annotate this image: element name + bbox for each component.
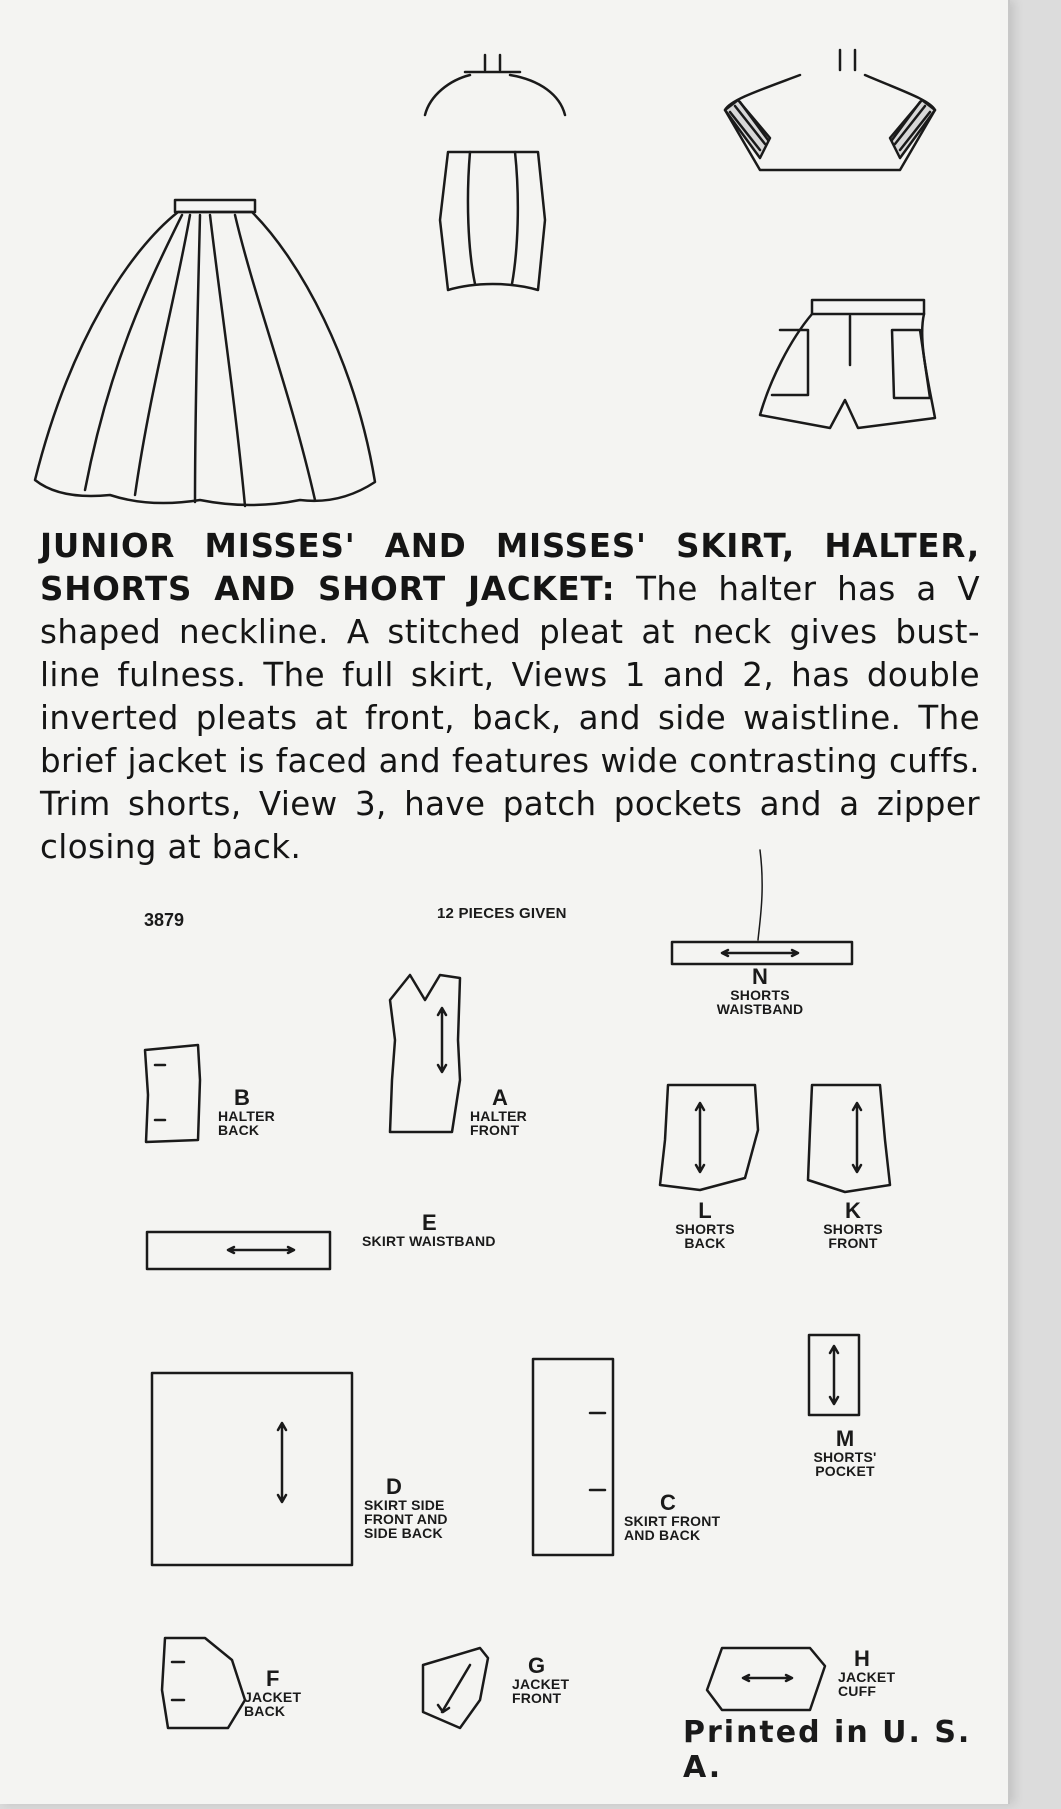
piece-k-label: K SHORTS FRONT: [823, 1198, 883, 1251]
jacket-drawing: [725, 50, 935, 170]
piece-m-outline: [809, 1335, 859, 1415]
full-skirt-drawing: [35, 200, 375, 506]
piece-b-label: B HALTER BACK: [218, 1085, 275, 1138]
piece-m-label: M SHORTS' POCKET: [813, 1426, 877, 1479]
piece-g-outline: [423, 1648, 488, 1728]
piece-k-outline: [808, 1085, 890, 1192]
piece-f-label: F JACKET BACK: [244, 1666, 302, 1719]
piece-c-outline: [533, 1359, 613, 1555]
shorts-drawing: [760, 300, 935, 428]
description-heading: JUNIOR MISSES' AND MISSES' SKIRT, HALTER, SHORTS AND SHORT JACKET:: [40, 527, 980, 608]
piece-d-label: D SKIRT SIDE FRONT AND SIDE BACK: [364, 1474, 448, 1541]
pieces-given-label: 12 PIECES GIVEN: [437, 905, 567, 922]
piece-n-label: N SHORTS WAISTBAND: [716, 964, 804, 1017]
piece-l-label: L SHORTS BACK: [675, 1198, 735, 1251]
piece-h-outline: [707, 1648, 825, 1710]
piece-f-outline: [162, 1638, 245, 1728]
piece-a-label: A HALTER FRONT: [470, 1085, 527, 1138]
piece-e-label: E SKIRT WAISTBAND: [362, 1210, 496, 1249]
pattern-description: [40, 525, 980, 869]
halter-drawing: [425, 55, 565, 290]
piece-l-outline: [660, 1085, 758, 1190]
printed-in-usa: Printed in U. S. A.: [683, 1715, 972, 1785]
piece-e-outline: [147, 1232, 330, 1269]
piece-d-outline: [152, 1373, 352, 1565]
description-body: The halter has a V shaped neckline. A stitched pleat at neck gives bust-line fulness. The full skirt, Views 1 and 2, has double inverted pleats at front, back, and side waistline. The brief jacket is faced and features wide contrasting cuffs. Trim shorts, View 3, have patch pockets and a zipper closing at back.: [40, 570, 980, 866]
piece-g-label: G JACKET FRONT: [512, 1653, 570, 1706]
piece-h-label: H JACKET CUFF: [838, 1646, 896, 1699]
piece-c-label: C SKIRT FRONT AND BACK: [624, 1490, 721, 1543]
pattern-number: 3879: [144, 910, 185, 930]
piece-a-outline: [390, 975, 460, 1132]
piece-b-outline: [145, 1045, 200, 1142]
